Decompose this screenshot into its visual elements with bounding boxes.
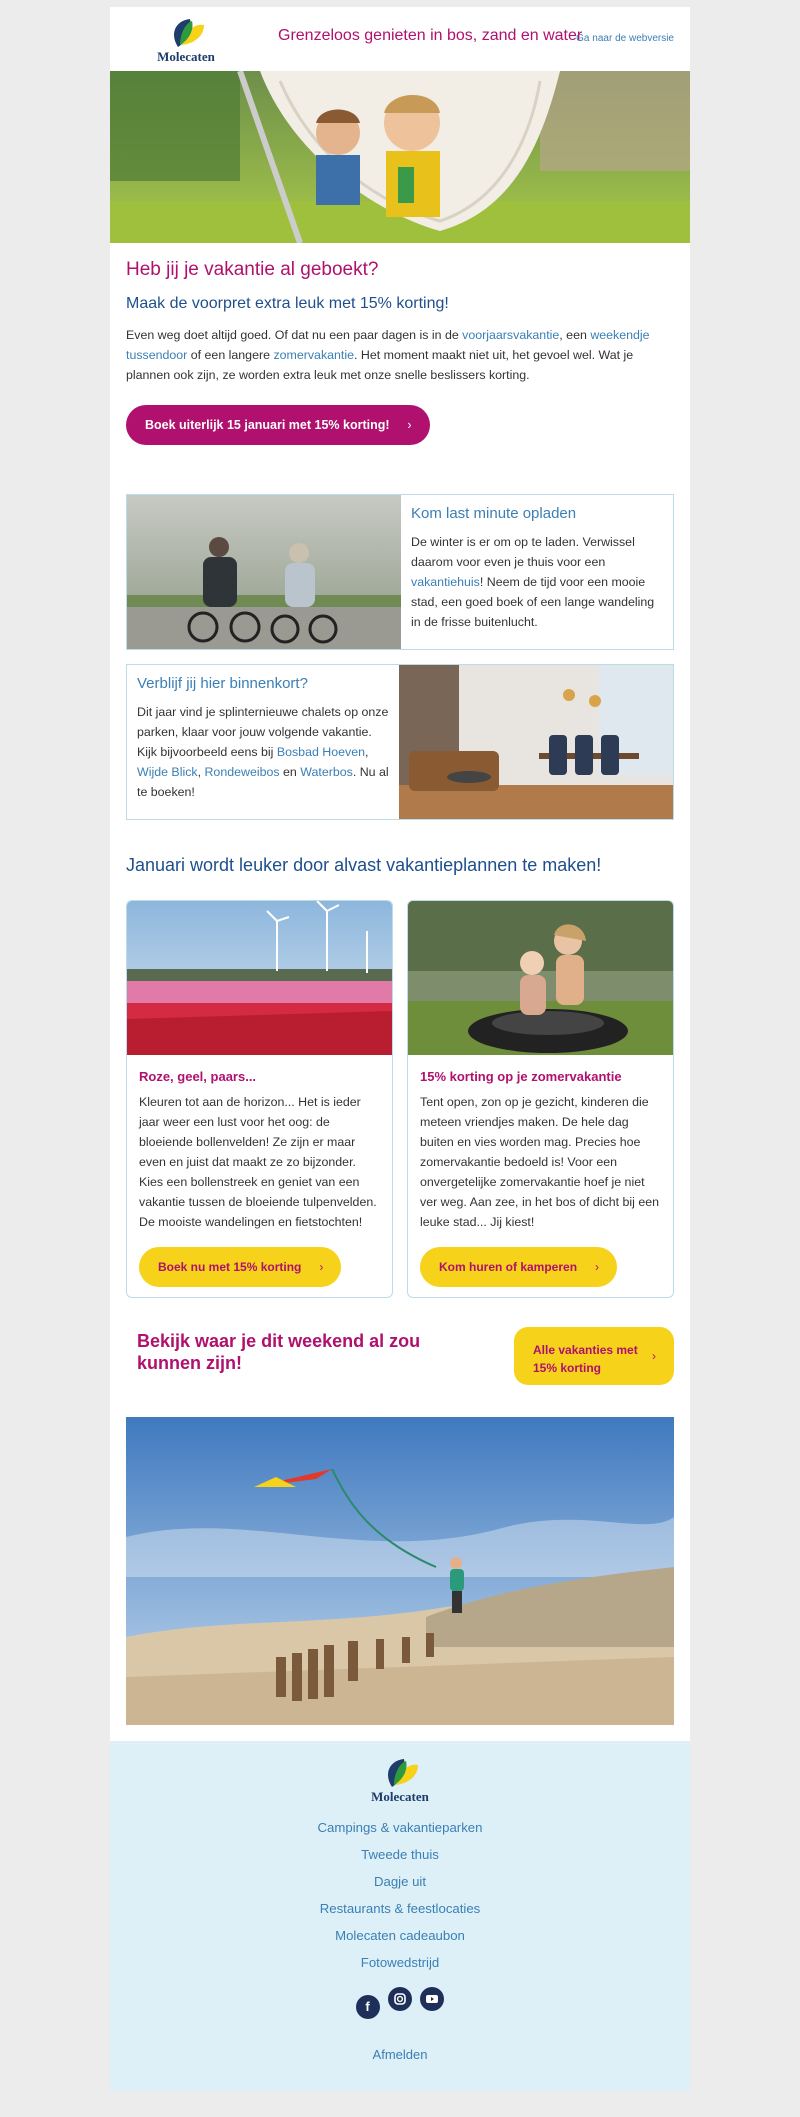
footer-link-cadeaubon[interactable]: Molecaten cadeaubon	[335, 1928, 465, 1943]
col-tulips-text: Kleuren tot aan de horizon... Het is ieder jaar weer een lust voor het oog: de bloeiende bollenvelden! Ze zijn er maar even en juist dat maakt ze zo bijzonder. Kies een bollenstreek en geniet van een vakantie tussen de bloeiende tulpenvelden. De mooiste wandelingen en fietstochten!	[139, 1095, 377, 1229]
book-discount-button[interactable]: Boek uiterlijk 15 januari met 15% korting! ›	[126, 405, 430, 445]
image-tulip-fields	[127, 901, 392, 1055]
chevron-right-icon: ›	[319, 1260, 324, 1274]
image-kite-beach	[126, 1417, 674, 1725]
chevron-right-icon: ›	[595, 1260, 600, 1274]
rent-or-camp-button[interactable]: Kom huren of kamperen ›	[420, 1247, 617, 1287]
link-vakantiehuis[interactable]: vakantiehuis	[411, 575, 480, 589]
leaf-logo-icon	[150, 15, 222, 51]
molecaten-logo[interactable]	[150, 15, 222, 67]
all-holidays-button[interactable]: Alle vakanties met 15% korting ›	[514, 1327, 674, 1385]
webversion-link[interactable]: Ga naar de webversie	[576, 33, 674, 44]
chevron-right-icon: ›	[407, 418, 412, 432]
card-new-chalets-title: Verblijf jij hier binnenkort?	[137, 675, 308, 692]
footer-links	[110, 1818, 690, 1980]
social-links	[110, 1987, 690, 2019]
intro-section	[110, 243, 690, 445]
email-body	[110, 7, 690, 1741]
col-tulips	[126, 900, 393, 1298]
leaf-logo-icon	[364, 1755, 436, 1791]
instagram-icon[interactable]	[388, 1987, 412, 2011]
col-summer-title: 15% korting op je zomervakantie	[420, 1069, 622, 1084]
image-kids-tire	[408, 901, 673, 1055]
facebook-icon[interactable]: f	[356, 1995, 380, 2019]
footer-logo[interactable]	[364, 1755, 436, 1807]
logo-text: Molecaten	[157, 49, 215, 64]
intro-subtitle: Maak de voorpret extra leuk met 15% korting!	[126, 295, 449, 312]
unsubscribe-link[interactable]: Afmelden	[372, 2047, 428, 2062]
link-waterbos[interactable]: Waterbos	[300, 765, 353, 779]
link-weekendje-tussendoor[interactable]: weekendje tussendoor	[126, 328, 650, 362]
col-summer	[407, 900, 674, 1298]
link-wijde-blick[interactable]: Wijde Blick	[137, 765, 198, 779]
cta-title: Bekijk waar je dit weekend al zou kunnen zijn!	[137, 1331, 421, 1373]
footer-link-tweede-thuis[interactable]: Tweede thuis	[361, 1847, 439, 1862]
footer-link-restaurants[interactable]: Restaurants & feestlocaties	[319, 1901, 481, 1916]
link-voorjaarsvakantie[interactable]: voorjaarsvakantie	[462, 328, 560, 342]
link-bosbad-hoeven[interactable]: Bosbad Hoeven	[276, 745, 366, 759]
chevron-right-icon: ›	[652, 1349, 656, 1363]
intro-paragraph: Even weg doet altijd goed. Of dat nu een paar dagen is in de voorjaarsvakantie, een weekendje tussendoor of een langere zomervakantie. Het moment maakt niet uit, het gevoel wel. Wat je plannen ook zijn, ze worden extra leuk met onze snelle beslissers korting.	[126, 328, 650, 382]
section-title: Januari wordt leuker door alvast vakantieplannen te maken!	[126, 855, 602, 875]
image-chalet-interior	[399, 665, 673, 819]
image-cyclists	[127, 495, 401, 649]
link-zomervakantie[interactable]: zomervakantie	[273, 348, 355, 362]
book-now-button[interactable]: Boek nu met 15% korting ›	[139, 1247, 341, 1287]
col-tulips-title: Roze, geel, paars...	[139, 1069, 257, 1084]
card-last-minute-title: Kom last minute opladen	[411, 505, 577, 522]
cta-weekend	[126, 1327, 674, 1387]
footer	[110, 1741, 690, 2091]
youtube-icon[interactable]	[420, 1987, 444, 2011]
card-last-minute-text: De winter is er om op te laden. Verwissel daarom voor even je thuis voor een vakantiehuis! Neem de tijd voor een mooie stad, een goed boek of een lange wandeling in de frisse buitenlucht.	[411, 535, 655, 629]
header	[110, 7, 690, 71]
card-new-chalets	[126, 664, 674, 820]
footer-link-dagje-uit[interactable]: Dagje uit	[373, 1874, 427, 1889]
card-new-chalets-text: Dit jaar vind je splinternieuwe chalets op onze parken, klaar voor jouw volgende vakantie. Kijk bijvoorbeeld eens bij Bosbad Hoeven, Wijde Blick, Rondeweibos en Waterbos. Nu al te boeken!	[137, 705, 389, 799]
link-rondeweibos[interactable]: Rondeweibos	[204, 765, 280, 779]
footer-link-campings[interactable]: Campings & vakantieparken	[317, 1820, 483, 1835]
col-summer-text: Tent open, zon op je gezicht, kinderen die meteen vriendjes maken. De hele dag buiten en vies worden mag. Precies hoe zomervakantie bedoeld is! Voor een onvergetelijke zomervakantie hoef je niet ver weg. Aan zee, in het bos of dicht bij een leuke stad... Jij kiest!	[420, 1095, 660, 1229]
tagline: Grenzeloos genieten in bos, zand en water	[278, 27, 583, 44]
footer-logo-text: Molecaten	[371, 1789, 429, 1804]
hero-image-kids-hammock	[110, 71, 690, 243]
footer-link-fotowedstrijd[interactable]: Fotowedstrijd	[360, 1955, 440, 1970]
intro-title: Heb jij je vakantie al geboekt?	[126, 259, 379, 280]
card-last-minute	[126, 494, 674, 650]
